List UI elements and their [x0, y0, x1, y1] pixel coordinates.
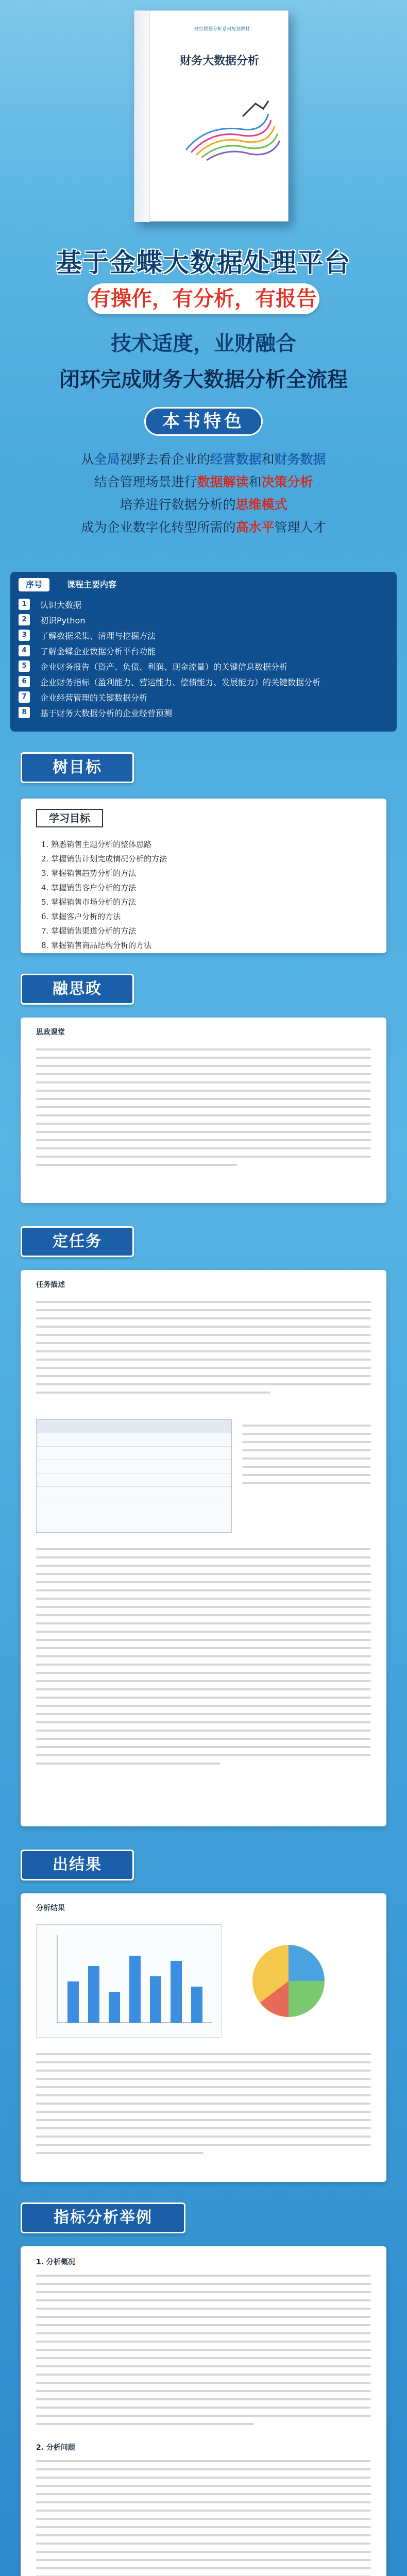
politics-card-lines	[36, 1048, 371, 1172]
result-card	[21, 1893, 386, 2182]
book-cover	[118, 10, 289, 222]
toc-label: 初识Python	[40, 615, 86, 625]
hero-subtitle-2: 闭环完成财务大数据分析全流程	[59, 367, 348, 392]
goal-item: 7. 掌握销售渠道分析的方法	[41, 926, 137, 936]
result-pie-svg	[242, 1935, 335, 2027]
result-bar-chart	[36, 1924, 222, 2038]
feature-line-4: 成为企业数字化转型所需的高水平管理人才	[81, 520, 326, 535]
book-series: 财经数据分析系列规划教材	[194, 27, 250, 32]
task-card	[21, 1270, 386, 1826]
goal-item: 3. 掌握销售趋势分析的方法	[41, 869, 137, 878]
toc-number: 7	[19, 691, 30, 703]
toc-header-number: 序号	[19, 578, 49, 591]
toc-number: 4	[19, 645, 30, 656]
result-card-lines	[36, 2053, 371, 2160]
goal-card	[21, 799, 386, 953]
section-politics-tag	[21, 974, 134, 1005]
result-bar-chart-svg	[37, 1925, 222, 2038]
goal-item: 2. 掌握销售计划完成情况分析的方法	[41, 854, 167, 863]
toc-label: 企业财务指标（盈利能力、营运能力、偿债能力、发展能力）的关键数据分析	[40, 677, 321, 687]
toc-number: 3	[19, 630, 30, 641]
example-lines-1	[36, 2275, 371, 2431]
section-goal-label: 树目标	[53, 758, 102, 776]
toc-label: 企业财务报告（资产、负债、利润、现金流量）的关键信息数据分析	[40, 662, 288, 672]
example-heading-1: 1. 分析概况	[36, 2258, 75, 2266]
hero-subtitle-1: 技术适度，业财融合	[111, 331, 296, 355]
politics-card	[21, 1018, 386, 1203]
toc-list	[19, 597, 389, 720]
zebra-illustration	[165, 93, 284, 171]
book-title: 财务大数据分析	[179, 54, 259, 67]
hero-banner-text: 有操作，有分析，有报告	[90, 286, 317, 311]
goal-item: 6. 掌握客户分析的方法	[41, 912, 121, 921]
toc-number: 2	[19, 614, 30, 625]
goal-item: 5. 掌握销售市场分析的方法	[41, 897, 137, 907]
result-pie-chart	[242, 1935, 335, 2027]
hero-banner	[88, 283, 319, 314]
toc-number: 6	[19, 676, 30, 687]
goal-card-title: 学习目标	[36, 809, 103, 827]
feature-line-1: 从全局视野去看企业的经营数据和财务数据	[81, 452, 326, 467]
book-spine	[134, 11, 150, 222]
section-politics-label: 融思政	[53, 980, 102, 998]
toc-row	[19, 643, 389, 658]
toc-number: 5	[19, 660, 30, 672]
example-lines-2	[36, 2460, 371, 2576]
feature-line-3: 培养进行数据分析的思维模式	[120, 497, 287, 512]
task-card-heading: 任务描述	[36, 1281, 65, 1289]
feature-lines	[21, 448, 386, 539]
section-example-tag	[21, 2202, 185, 2233]
features-pill-label: 本书特色	[162, 411, 245, 432]
hero-title: 基于金蝶大数据处理平台	[56, 248, 351, 278]
toc-header-content: 课程主要内容	[67, 580, 117, 589]
goal-item: 1. 熟悉销售主题分析的整体思路	[41, 840, 152, 849]
example-card	[21, 2246, 386, 2576]
section-example-label: 指标分析举例	[54, 2209, 152, 2227]
toc-row	[19, 628, 389, 643]
toc-number: 8	[19, 707, 30, 718]
toc-label: 基于财务大数据分析的企业经营预测	[40, 708, 173, 718]
section-result-label: 出结果	[53, 1856, 102, 1874]
example-heading-2: 2. 分析问题	[36, 2444, 75, 2452]
book	[134, 10, 289, 222]
result-card-heading: 分析结果	[36, 1904, 65, 1912]
politics-card-heading: 思政课堂	[36, 1028, 65, 1037]
section-task-label: 定任务	[53, 1232, 102, 1250]
feature-line-2: 结合管理场景进行数据解读和决策分析	[94, 474, 313, 489]
toc-row	[19, 658, 389, 674]
toc-row	[19, 705, 389, 720]
course-contents-table	[10, 572, 397, 732]
task-card-lines-3	[36, 1548, 371, 1771]
task-card-lines-2	[242, 1425, 371, 1490]
section-task-tag	[21, 1226, 134, 1257]
task-table	[36, 1419, 232, 1533]
goal-list	[41, 837, 371, 953]
toc-label: 认识大数据	[40, 600, 82, 610]
features-pill	[144, 407, 263, 436]
toc-row	[19, 674, 389, 689]
section-result-tag	[21, 1850, 134, 1880]
toc-row	[19, 612, 389, 628]
toc-label: 了解金蝶企业数据分析平台功能	[40, 646, 156, 656]
toc-number: 1	[19, 599, 30, 610]
toc-label: 了解数据采集、清理与挖掘方法	[40, 631, 156, 641]
task-card-lines-1	[36, 1301, 371, 1400]
toc-row	[19, 597, 389, 612]
goal-item: 4. 掌握销售客户分析的方法	[41, 883, 137, 892]
toc-label: 企业经营管理的关键数据分析	[40, 692, 148, 703]
toc-row	[19, 689, 389, 705]
goal-item: 8. 掌握销售商品结构分析的方法	[41, 941, 152, 950]
section-goal-tag	[21, 752, 134, 783]
